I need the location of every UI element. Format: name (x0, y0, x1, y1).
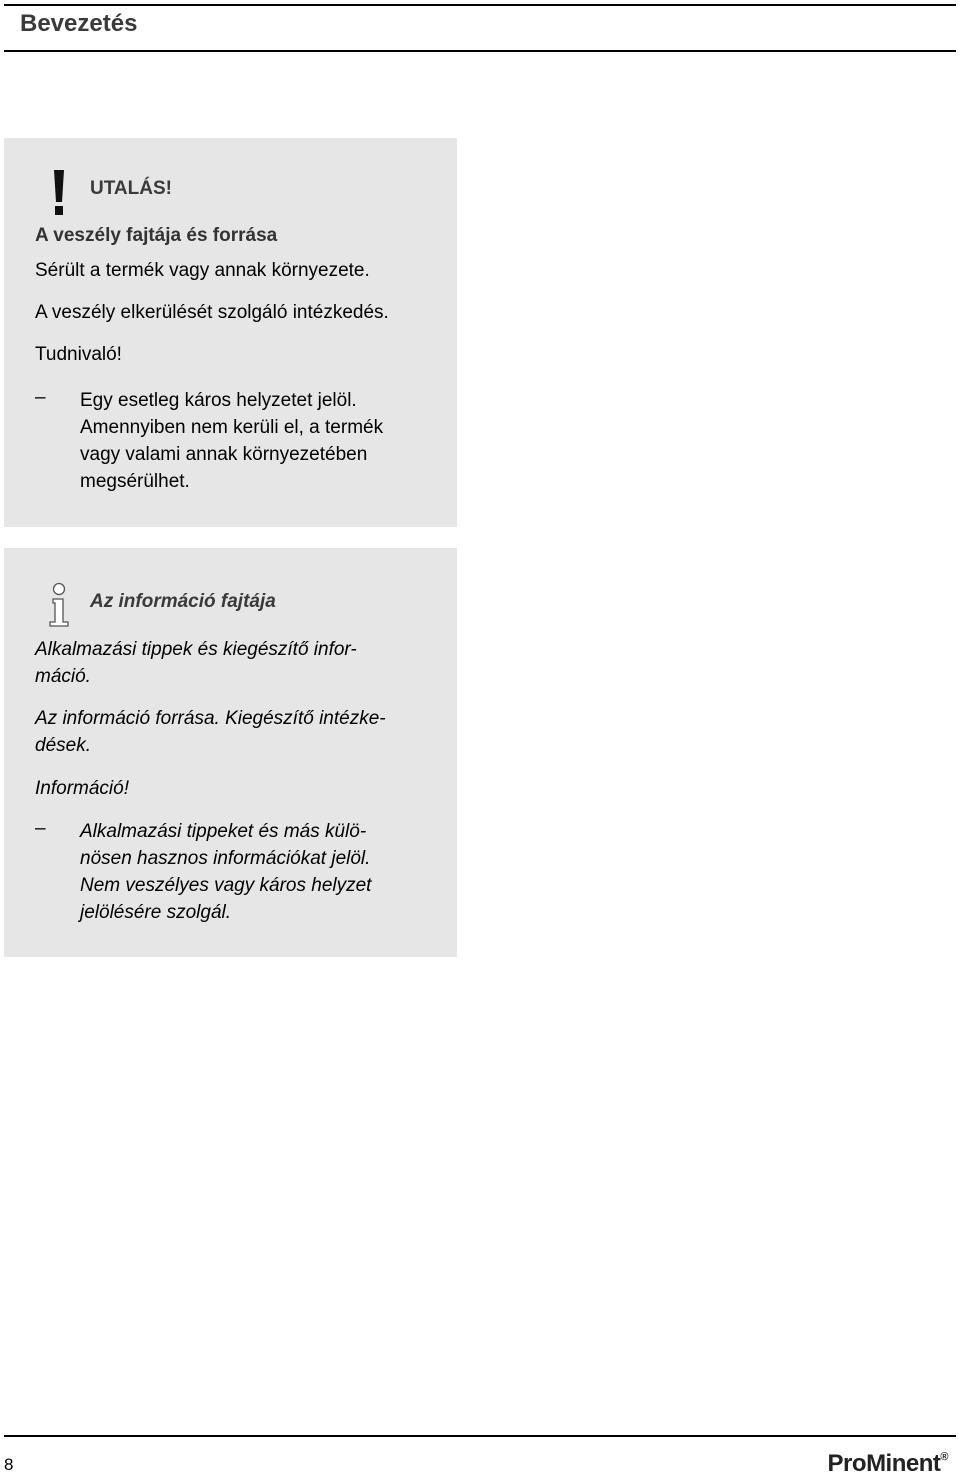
bullet-line: Egy esetleg káros helyzetet jelöl. (80, 390, 357, 411)
logo-part-1: Pro (827, 1450, 867, 1477)
info-icon (44, 582, 74, 628)
bullet-line: vagy valami annak környezetében (80, 444, 368, 465)
info-title: Az információ fajtája (90, 591, 276, 612)
bullet-line: nösen hasznos információkat jelöl. (80, 848, 371, 869)
bullet-line: megsérülhet. (80, 471, 190, 492)
footer-rule (4, 1435, 956, 1437)
header-bottom-rule (4, 50, 956, 52)
info-paragraph-2 (35, 705, 435, 759)
warning-line-2: A veszély elkerülését szolgáló intézkedés. (35, 302, 389, 323)
exclamation-icon (52, 170, 66, 216)
info-bullet-text (80, 818, 450, 926)
bullet-dash: – (35, 818, 46, 839)
para-line: dések. (35, 735, 91, 756)
para-line: Alkalmazási tippek és kiegészítő infor- (35, 639, 357, 660)
hazard-subtitle: A veszély fajtája és forrása (35, 225, 278, 246)
bullet-line: jelölésére szolgál. (80, 902, 232, 923)
warning-line-3: Tudnivaló! (35, 344, 122, 365)
warning-line-1: Sérült a termék vagy annak környezete. (35, 260, 370, 281)
bullet-line: Alkalmazási tippeket és más külö- (80, 821, 367, 842)
bullet-line: Amennyiben nem kerüli el, a termék (80, 417, 384, 438)
bullet-line: Nem veszélyes vagy káros helyzet (80, 875, 372, 896)
info-paragraph-3: Információ! (35, 778, 129, 799)
bullet-dash: – (35, 387, 46, 408)
para-line: máció. (35, 666, 91, 687)
signal-word: UTALÁS! (90, 178, 172, 199)
header-top-rule (4, 4, 956, 6)
page-title: Bevezetés (20, 10, 138, 37)
logo-part-2: Minent (866, 1450, 941, 1477)
page-number: 8 (4, 1455, 14, 1474)
para-line: Az információ forrása. Kiegészítő intézke- (35, 708, 386, 729)
registered-mark: ® (940, 1451, 948, 1463)
warning-bullet-text (80, 387, 450, 495)
info-paragraph-1 (35, 636, 435, 690)
prominent-logo (828, 1450, 948, 1478)
